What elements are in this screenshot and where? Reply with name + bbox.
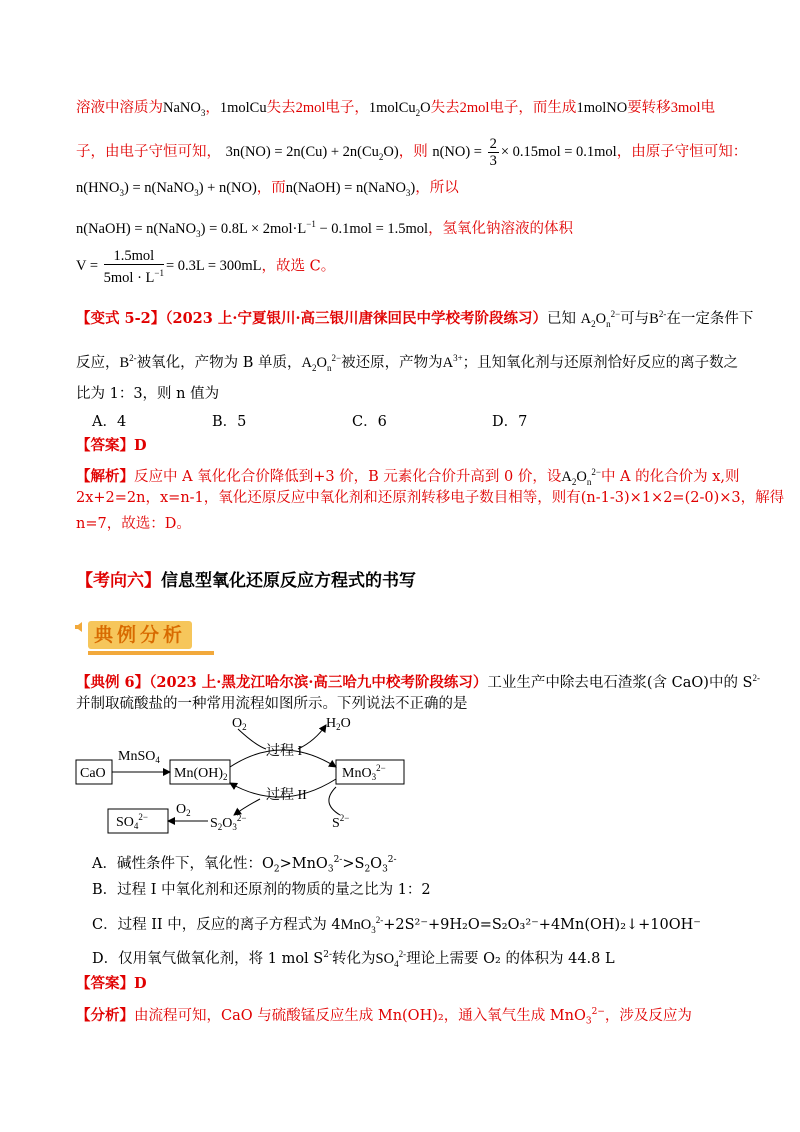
choice-b: B．过程 I 中氧化剂和还原剂的物质的量之比为 1：2 [92,882,431,898]
fraction-volume: $\frac{\text{1.5mol}}{5mol \cdot L^{-1}}$ [103,248,164,286]
equation-naoh-value: n(NaOH) = n(NaNO$_3$) = $0.8L \times 2mol\cdot L^{-1} - 0.1mol = 1.5mol$ [76,219,429,239]
example-answer: 【答案】D [76,975,147,992]
arrow-h2o-out [298,725,326,749]
para1-line1: 溶液中溶质为NaNO$_3$，1molCu失去2mol电子，1molCu$_2$O失去2mol电子，而生成1molNO要转移3mol电 [76,100,715,118]
formula-cu2o: 1molCu$_2$O [368,100,431,118]
section-bracket: 【考向六】 [76,571,161,591]
example-label: 【典例 6】 [76,673,150,691]
para1-line5: V = $\frac{\text{1.5mol}}{5mol \cdot L^{-1}}$ = 0.3L = 300mL，故选 C。 [76,248,336,286]
label-process2: 过程 II [266,788,307,803]
label-o2-top: $O_2$ [232,716,247,732]
para1-line3: $n(HNO_3)$ = n(NaNO$_3$) + n(NO)，而n(NaOH) = n(NaNO$_3$)，所以 [76,180,459,198]
example-line1: 【典例 6】（2023 上·黑龙江哈尔滨·高三哈九中校考阶段练习）工业生产中除去电石渣浆(含 CaO)中的 $S^{2-}$ [76,673,760,691]
example-source: （2023 上·黑龙江哈尔滨·高三哈九中校考阶段练习） [149,673,488,691]
label-mnoh2: $Mn(OH)_2$ [174,766,228,782]
flow-diagram [70,715,430,845]
choice-a: A．碱性条件下，氧化性：$O_2>MnO_3^{2-}>S_2O_3^{2-}$ [92,855,397,875]
label-o2-bottom: $O_2$ [176,802,191,818]
fraction-two-thirds: $\frac{2}{3}$ [489,136,497,169]
arrow-s2-in [329,787,340,815]
label-process1: 过程 I [266,744,303,759]
ion-a3: $A^{3+}$ [442,353,463,371]
text: 溶液中溶质为 [76,100,163,116]
formula-nano3: NaNO$_3$ [163,100,206,118]
example-line2: 并制取硫酸盐的一种常用流程如图所示。下列说法不正确的是 [76,696,468,712]
label-s2: $S^{2-}$ [332,813,350,831]
banner-underline [88,651,214,655]
label-s2o3: $S_2O_3^{2-}$ [210,813,247,832]
equation-electron-conservation: $3n(NO) = 2n(Cu) + 2n(Cu_2O)$ [225,143,399,162]
variant-line2: 反应，$B^{2-}$被氧化，产物为 B 单质，$A_2O_n^{2-}$被还原，产物为$A^{3+}$；且知氧化剂与还原剂恰好反应的离子数之 [76,353,739,373]
option-b: B．5 [212,414,247,430]
example-banner [74,615,212,655]
variant-line3: 比为 1：3，则 n 值为 [76,386,220,402]
section-title: 信息型氧化还原反应方程式的书写 [161,571,416,591]
example-analysis: 【分析】由流程可知，CaO 与硫酸锰反应生成 Mn(OH)₂，通入氧气生成 MnO$_3^{2-}$，涉及反应为 [76,1006,692,1027]
variant-analysis-line2: 2x+2=2n，x=n-1，氧化还原反应中氧化剂和还原剂转移电子数目相等，则有(n-1-3)×1×2=(2-0)×3，解得 [76,490,785,506]
arrow-o2-in [238,729,266,749]
equation-hno3: $n(HNO_3)$ = n(NaNO$_3$) + n(NO) [76,180,257,198]
variant-source: （2023 上·宁夏银川·高三银川唐徕回民中学校考阶段练习） [165,309,547,327]
choice-d: D．仅用氧气做氧化剂，将 1 mol $S^{2-}$转化为$SO_4^{2-}$理论上需要 O₂ 的体积为 44.8 L [92,949,615,969]
equation-no-amount: n(NO) = $\frac{2}{3}$ × 0.15mol = 0.1mol [432,136,617,169]
label-so4: $SO_4^{2-}$ [116,812,148,831]
para1-line4: n(NaOH) = n(NaNO$_3$) = $0.8L \times 2mol\cdot L^{-1} - 0.1mol = 1.5mol$，氢氧化钠溶液的体积 [76,219,574,239]
option-d: D．7 [492,414,528,430]
section-heading [76,566,416,591]
banner-label: 典例分析 [88,621,192,649]
variant-answer: 【答案】D [76,437,147,454]
ion-b2: $B^{2-}$ [649,309,667,327]
variant-line1: 【变式 5-2】（2023 上·宁夏银川·高三银川唐徕回民中学校考阶段练习）已知 $A_2O_n^{2-}$可与$B^{2-}$在一定条件下 [76,309,754,329]
ion-a2on: $A_2O_n^{2-}$ [580,309,621,329]
para1-line2: 子，由电子守恒可知， $3n(NO) = 2n(Cu) + 2n(Cu_2O)$，则 n(NO) = $\frac{2}{3}$ × 0.15mol = 0.1mol，由原子守恒可知： [76,136,748,169]
variant-analysis-line1: 【解析】反应中 A 氧化化合价降低到+3 价，B 元素化合价升高到 0 价，设$A_2O_n^{2-}$中 A 的化合价为 x,则 [76,467,740,487]
choice-c: C．过程 II 中，反应的离子方程式为 4MnO$_3^{2-}$+2S²⁻+9H₂O=S₂O₃²⁻+4Mn(OH)₂↓+10OH⁻ [92,915,701,935]
label-mnso4: MnSO$_4$ [118,749,160,765]
formula-no: 1molNO [576,100,628,116]
speaker-icon [74,621,86,633]
formula-cu: 1molCu [219,100,267,116]
option-a: A．4 [92,414,127,430]
option-c: C．6 [352,414,387,430]
label-cao: CaO [80,766,106,781]
label-mno3: MnO$_3^{2-}$ [342,763,386,782]
label-h2o: $H_2O$ [326,716,351,732]
variant-label: 【变式 5-2】 [76,309,166,327]
variant-analysis-line3: n=7，故选：D。 [76,516,191,532]
equation-volume: V = $\frac{\text{1.5mol}}{5mol \cdot L^{-1}}$ = 0.3L = 300mL [76,248,262,286]
equation-naoh: n(NaOH) = n(NaNO$_3$) [285,180,416,198]
